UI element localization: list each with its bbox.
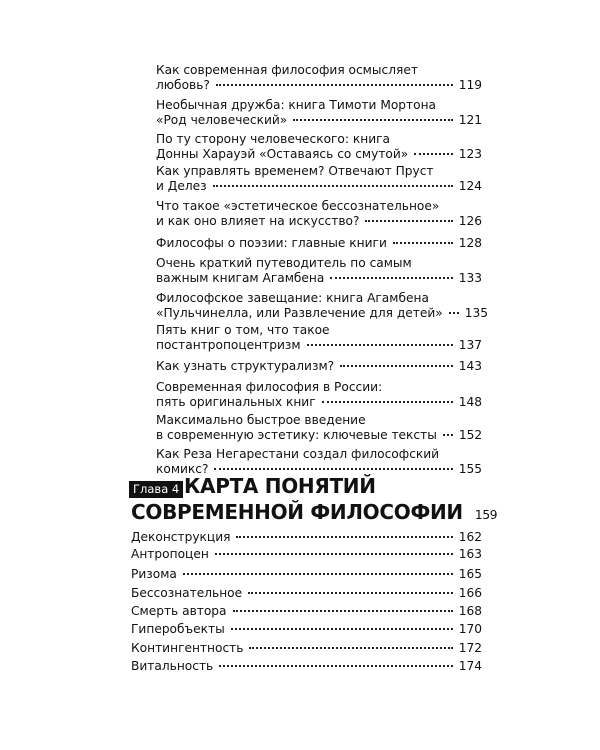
page-number: 172 xyxy=(458,641,482,655)
page-number: 170 xyxy=(458,622,482,636)
page-number: 121 xyxy=(458,113,482,127)
concept-entry[interactable] xyxy=(131,604,482,619)
page-number: 162 xyxy=(458,530,482,544)
dot-leader xyxy=(449,312,459,314)
chapter-title-text: СОВРЕМЕННОЙ ФИЛОСОФИИ xyxy=(131,500,463,524)
dot-leader xyxy=(365,220,452,222)
dot-leader xyxy=(330,277,452,279)
entry-title-line: Пять книг о том, что такое xyxy=(156,323,330,337)
dot-leader xyxy=(340,365,453,367)
entry-title-line: и как оно влияет на искусство? xyxy=(156,214,360,228)
toc-entry[interactable] xyxy=(156,323,482,353)
entry-title-line: Как Реза Негарестани создал философский xyxy=(156,447,440,461)
entry-title-line: Современная философия в России: xyxy=(156,380,383,394)
toc-entry[interactable] xyxy=(156,380,482,410)
concept-entry[interactable] xyxy=(131,586,482,601)
concept-entry[interactable] xyxy=(131,641,482,656)
page-number: 155 xyxy=(458,462,482,476)
page-number: 128 xyxy=(458,236,482,250)
page-number: 159 xyxy=(474,508,498,522)
page-number: 143 xyxy=(458,359,482,373)
entry-title-line: Философы о поэзии: главные книги xyxy=(156,236,387,250)
entry-title-line: Максимально быстрое введение xyxy=(156,413,366,427)
dot-leader xyxy=(236,536,452,538)
dot-leader xyxy=(183,573,453,575)
page-number: 165 xyxy=(458,567,482,581)
toc-entry[interactable] xyxy=(156,164,482,194)
entry-title-line: комикс? xyxy=(156,462,209,476)
dot-leader xyxy=(214,468,452,470)
dot-leader xyxy=(215,553,453,555)
concept-label: Бессознательное xyxy=(131,586,243,600)
dot-leader xyxy=(293,119,452,121)
page-number: 152 xyxy=(458,428,483,442)
entry-title-line: Необычная дружба: книга Тимоти Мортона xyxy=(156,98,437,112)
dot-leader xyxy=(213,185,453,187)
toc-entry[interactable] xyxy=(156,291,489,321)
dot-leader xyxy=(219,665,453,667)
dot-leader xyxy=(248,592,453,594)
page-number: 148 xyxy=(458,395,482,409)
dot-leader xyxy=(216,84,453,86)
entry-title-line: Что такое «эстетическое бессознательное» xyxy=(156,199,440,213)
concept-label: Смерть автора xyxy=(131,604,227,618)
dot-leader xyxy=(443,434,453,436)
dot-leader xyxy=(307,344,453,346)
entry-title-line: Философское завещание: книга Агамбена xyxy=(156,291,429,305)
dot-leader xyxy=(322,401,453,403)
dot-leader xyxy=(414,153,452,155)
concept-label: Витальность xyxy=(131,659,214,673)
page-number: 124 xyxy=(458,179,482,193)
toc-entry[interactable] xyxy=(156,63,482,93)
page-number: 119 xyxy=(458,78,482,92)
dot-leader xyxy=(393,242,453,244)
page-number: 126 xyxy=(458,214,482,228)
entry-title-line: пять оригинальных книг xyxy=(156,395,316,409)
page-number: 133 xyxy=(458,271,482,285)
dot-leader xyxy=(231,628,453,630)
page-number: 166 xyxy=(458,586,482,600)
entry-title-line: «Род человеческий» xyxy=(156,113,288,127)
page-number: 174 xyxy=(458,659,482,673)
toc-entry[interactable] xyxy=(156,359,482,374)
entry-title-line: Очень краткий путеводитель по самым xyxy=(156,256,412,270)
toc-entry[interactable] xyxy=(156,447,482,477)
entry-title-line: любовь? xyxy=(156,78,210,92)
page-number: 137 xyxy=(458,338,482,352)
entry-title-line: важным книгам Агамбена xyxy=(156,271,325,285)
concept-label: Контингентность xyxy=(131,641,244,655)
concept-entry[interactable] xyxy=(131,567,482,582)
toc-entry[interactable] xyxy=(156,236,482,251)
chapter-title-line2[interactable] xyxy=(131,500,498,527)
toc-entry[interactable] xyxy=(156,98,482,128)
concept-entry[interactable] xyxy=(131,530,482,545)
entry-title-line: Как узнать структурализм? xyxy=(156,359,335,373)
concept-label: Гиперобъекты xyxy=(131,622,225,636)
entry-title-line: Как управлять временем? Отвечают Пруст xyxy=(156,164,434,178)
toc-entry[interactable] xyxy=(156,256,482,286)
entry-title-line: в современную эстетику: ключевые тексты xyxy=(156,428,437,442)
toc-entry[interactable] xyxy=(156,199,482,229)
entry-title-line: Как современная философия осмысляет xyxy=(156,63,418,77)
page-number: 168 xyxy=(458,604,482,618)
toc-entry[interactable] xyxy=(156,413,482,443)
toc-entry[interactable] xyxy=(156,132,482,162)
concept-entry[interactable] xyxy=(131,622,482,637)
concept-entry[interactable] xyxy=(131,547,482,562)
entry-title-line: и Делез xyxy=(156,179,207,193)
chapter-label: Глава 4 xyxy=(129,481,183,498)
page-number: 123 xyxy=(458,147,482,161)
dot-leader xyxy=(233,610,453,612)
entry-title-line: Донны Харауэй «Оставаясь со смутой» xyxy=(156,147,409,161)
concept-label: Антропоцен xyxy=(131,547,209,561)
concept-label: Ризома xyxy=(131,567,177,581)
entry-title-line: По ту сторону человеческого: книга xyxy=(156,132,390,146)
page-number: 135 xyxy=(464,306,489,320)
entry-title-line: постантропоцентризм xyxy=(156,338,301,352)
entry-title-line: «Пульчинелла, или Развлечение для детей» xyxy=(156,306,443,320)
concept-label: Деконструкция xyxy=(131,530,231,544)
page-number: 163 xyxy=(458,547,482,561)
dot-leader xyxy=(249,647,452,649)
concept-entry[interactable] xyxy=(131,659,482,674)
chapter-title[interactable]: КАРТА ПОНЯТИЙ xyxy=(184,474,376,498)
